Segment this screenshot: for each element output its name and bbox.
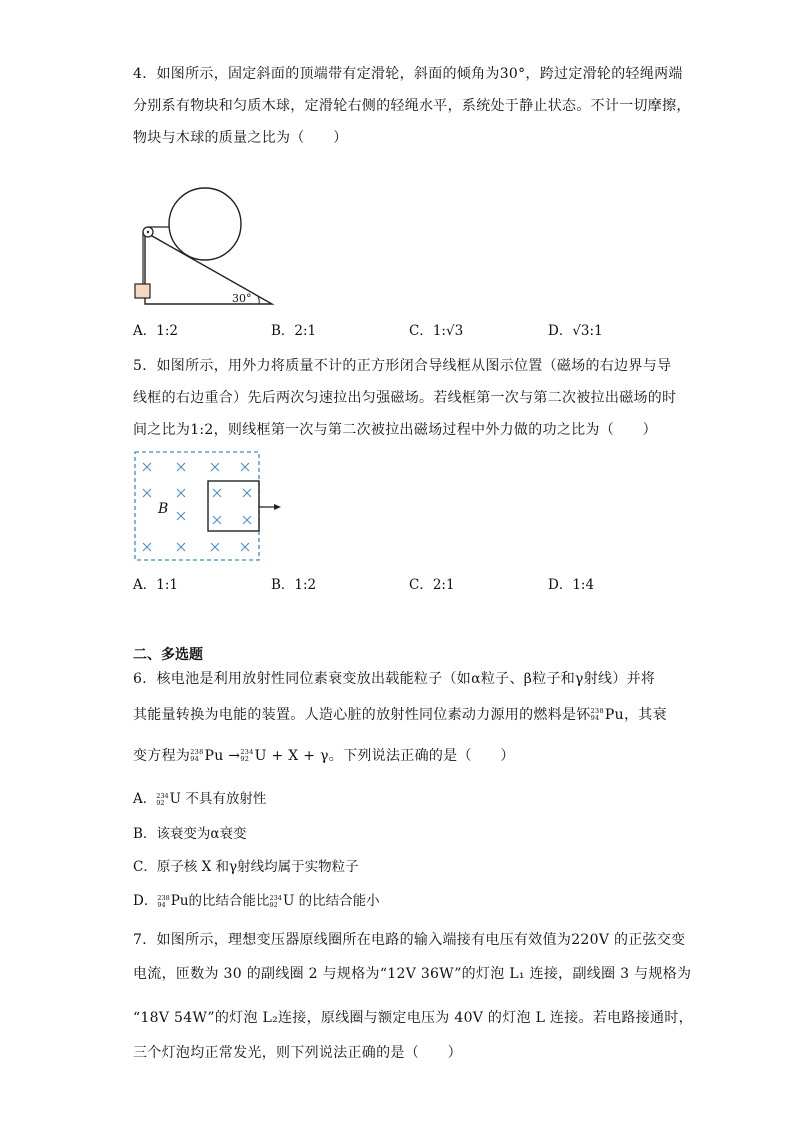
- q6-stem-line-2: [133, 705, 667, 725]
- pu-notation: 238 94: [590, 707, 604, 722]
- q4-stem-line-1: 4．如图所示，固定斜面的顶端带有定滑轮，斜面的倾角为30°，跨过定滑轮的轻绳两端: [133, 66, 683, 82]
- pu-symbol: Pu: [604, 707, 624, 723]
- pu-notation-eq: 238 94: [190, 748, 204, 763]
- q7-stem-line-3: “18V 54W”的灯泡 L₂连接，原线圈与额定电压为 40V 的灯泡 L 连接。若电路接通时，: [133, 1010, 693, 1026]
- q6-option-a-text: U 不具有放射性: [169, 791, 267, 807]
- q4-stem-line-3: 物块与木球的质量之比为（ ）: [133, 130, 348, 146]
- q6-option-d-label: D．: [133, 893, 158, 909]
- u-notation-d: 234 92: [269, 893, 282, 909]
- q5-option-b[interactable]: B．1:2: [271, 577, 317, 593]
- wooden-ball: [169, 188, 241, 260]
- decay-equation-left: Pu →: [204, 748, 241, 764]
- q6-line3-head: 变方程为: [133, 748, 191, 764]
- q4-option-d-tail: :1: [589, 323, 603, 339]
- field-label: B: [158, 501, 169, 517]
- q6-line2-text: 其能量转换为电能的装置。人造心脏的放射性同位素动力源用的燃料是钚: [133, 707, 591, 723]
- q6-option-a[interactable]: [133, 789, 266, 809]
- q4-option-c-root: √3: [445, 323, 464, 339]
- pu-notation-d: 238 94: [157, 893, 170, 909]
- incline-slope: [145, 232, 272, 304]
- q4-option-c-text: C．1:: [409, 323, 446, 339]
- q6-option-b[interactable]: B．该衰变为α衰变: [133, 826, 247, 842]
- q7-stem-line-1: 7．如图所示，理想变压器原线圈所在电路的输入端接有电压有效值为220V 的正弦交变: [133, 932, 686, 948]
- section-title: 二、多选题: [133, 647, 203, 663]
- q5-option-c[interactable]: C．2:1: [409, 577, 455, 593]
- q5-stem-line-3: 间之比为1:2，则线框第一次与第二次被拉出磁场过程中外力做的功之比为（ ）: [133, 422, 657, 438]
- q7-stem-line-4: 三个灯泡均正常发光，则下列说法正确的是（ ）: [133, 1045, 462, 1061]
- field-boundary: [135, 452, 259, 560]
- q6-stem-line-3: [133, 746, 515, 766]
- angle-label: 30°: [232, 292, 252, 305]
- q5-stem-line-2: 线框的右边重合）先后两次匀速拉出匀强磁场。若线框第一次与第二次被拉出磁场的时: [133, 390, 677, 406]
- q4-stem-line-2: 分别系有物块和匀质木球，定滑轮右侧的轻绳水平，系统处于静止状态。不计一切摩擦，: [133, 98, 691, 114]
- q6-option-a-label: A．: [133, 791, 157, 807]
- decay-equation-right: U + X + γ: [254, 748, 329, 764]
- q5-magnetic-field-figure: [133, 450, 293, 565]
- q5-option-a[interactable]: A．1:1: [133, 577, 178, 593]
- u-notation-eq: 234 92: [240, 748, 254, 763]
- q4-option-b[interactable]: B．2:1: [271, 323, 317, 339]
- q4-option-a[interactable]: A．1:2: [133, 323, 178, 339]
- q4-option-d-root: √3: [572, 323, 590, 339]
- arrow-right-icon: [274, 504, 281, 510]
- q4-option-d-label: D．: [548, 323, 573, 339]
- q5-option-d[interactable]: D．1:4: [548, 577, 595, 593]
- q6-option-c[interactable]: C．原子核 X 和γ射线均属于实物粒子: [133, 859, 359, 875]
- q4-incline-figure: [128, 180, 278, 310]
- q6-line3-tail: 。下列说法正确的是（ ）: [328, 748, 515, 764]
- q4-option-d[interactable]: [548, 321, 603, 341]
- q6-option-d-tail: U 的比结合能小: [282, 893, 380, 909]
- q6-option-d[interactable]: [133, 891, 380, 911]
- q7-stem-line-2: 电流，匝数为 30 的副线圈 2 与规格为“12V 36W”的灯泡 L₁ 连接，副线圈 3 与规格为: [133, 966, 692, 982]
- q6-stem-line-1: 6．核电池是利用放射性同位素衰变放出载能粒子（如α粒子、β粒子和γ射线）并将: [133, 671, 656, 687]
- block: [135, 284, 150, 298]
- q5-stem-line-1: 5．如图所示，用外力将质量不计的正方形闭合导线框从图示位置（磁场的右边界与导: [133, 358, 672, 374]
- q4-option-c[interactable]: [409, 321, 463, 341]
- q6-line2-tail: ，其衰: [623, 707, 667, 723]
- wire-frame: [208, 481, 259, 531]
- q6-option-d-mid: Pu的比结合能比: [170, 893, 270, 909]
- u-notation-a: 234 92: [156, 791, 169, 807]
